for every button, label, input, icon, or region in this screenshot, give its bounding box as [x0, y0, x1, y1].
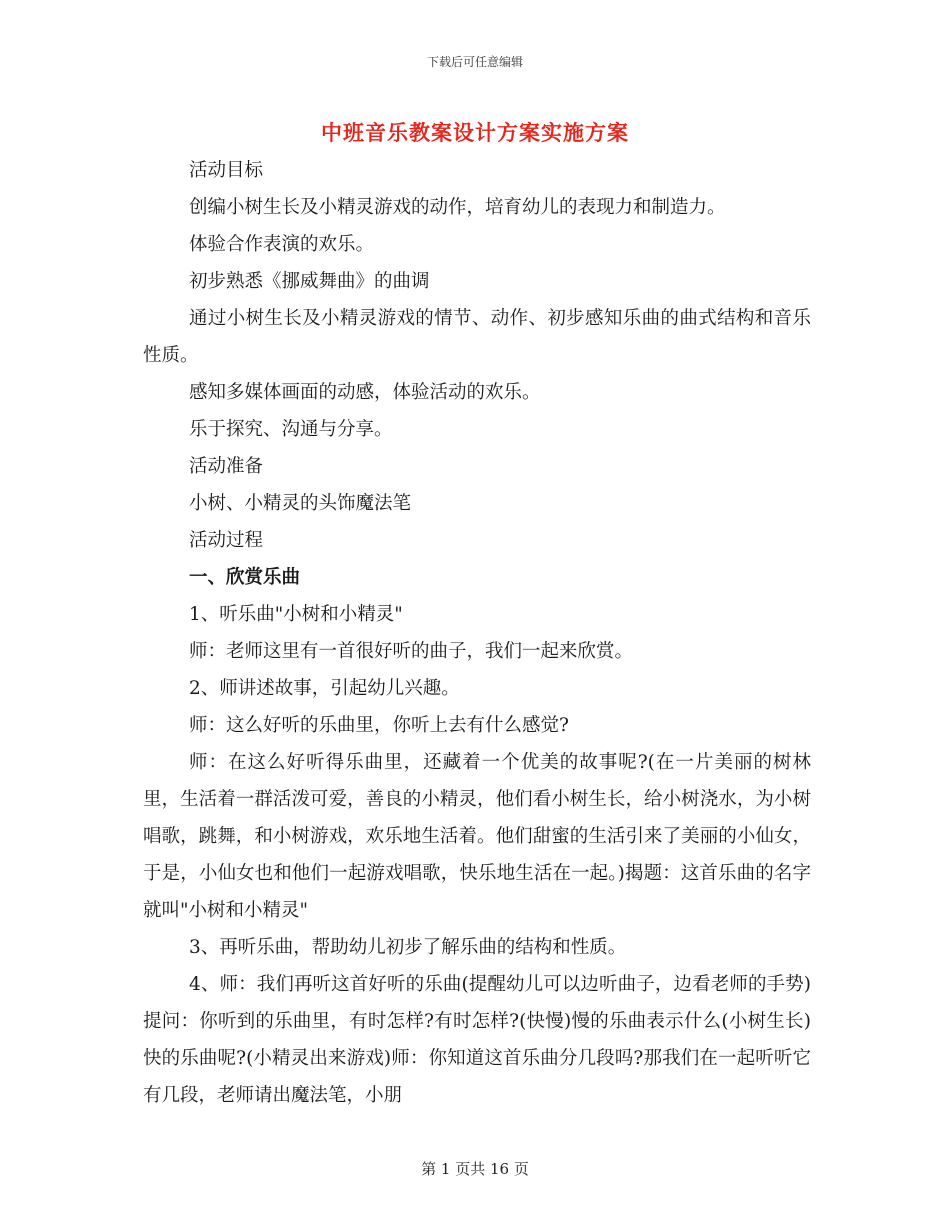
paragraph: 4、师：我们再听这首好听的乐曲(提醒幼儿可以边听曲子，边看老师的手势)提问：你听到的乐曲里，有时怎样?有时怎样?(快慢)慢的乐曲表示什么(小树生长)快的乐曲呢?(小精灵出来游戏)师：你知道这首乐曲分几段吗?那我们在一起听听它有几段，老师请出魔法笔，小朋: [143, 974, 811, 1106]
paragraph: 感知多媒体画面的动感，体验活动的欢乐。: [189, 382, 541, 403]
paragraph: 1、听乐曲"小树和小精灵": [189, 604, 403, 625]
paragraph: 活动目标: [189, 160, 264, 181]
paragraph: 乐于探究、沟通与分享。: [189, 419, 393, 440]
paragraph: 活动过程: [189, 530, 264, 551]
paragraph: 小树、小精灵的头饰魔法笔: [189, 493, 412, 514]
paragraph: 创编小树生长及小精灵游戏的动作，培育幼儿的表现力和制造力。: [189, 197, 726, 218]
paragraph: 2、师讲述故事，引起幼儿兴趣。: [189, 678, 460, 699]
page-header: 下载后可任意编辑: [426, 55, 523, 69]
paragraph: 活动准备: [189, 456, 264, 477]
page-footer: 第 1 页共 16 页: [421, 1160, 529, 1178]
paragraph: 体验合作表演的欢乐。: [189, 234, 375, 255]
paragraph: 3、再听乐曲，帮助幼儿初步了解乐曲的结构和性质。: [189, 937, 627, 958]
paragraph: 师：老师这里有一首很好听的曲子，我们一起来欣赏。: [189, 641, 634, 662]
section-heading: 一、欣赏乐曲: [189, 567, 301, 588]
paragraph: 初步熟悉《挪威舞曲》的曲调: [189, 271, 430, 292]
document-title: 中班音乐教案设计方案实施方案: [321, 121, 629, 145]
paragraph: 师：这么好听的乐曲里，你听上去有什么感觉?: [189, 715, 569, 736]
document-body: [143, 152, 811, 1114]
paragraph: 通过小树生长及小精灵游戏的情节、动作、初步感知乐曲的曲式结构和音乐性质。: [143, 308, 811, 366]
paragraph: 师：在这么好听得乐曲里，还藏着一个优美的故事呢?(在一片美丽的树林里，生活着一群活泼可爱，善良的小精灵，他们看小树生长，给小树浇水，为小树唱歌，跳舞，和小树游戏，欢乐地生活着。他们甜蜜的生活引来了美丽的小仙女，于是，小仙女也和他们一起游戏唱歌，快乐地生活在一起。)揭题：这首乐曲的名字就叫"小树和小精灵": [143, 752, 811, 921]
